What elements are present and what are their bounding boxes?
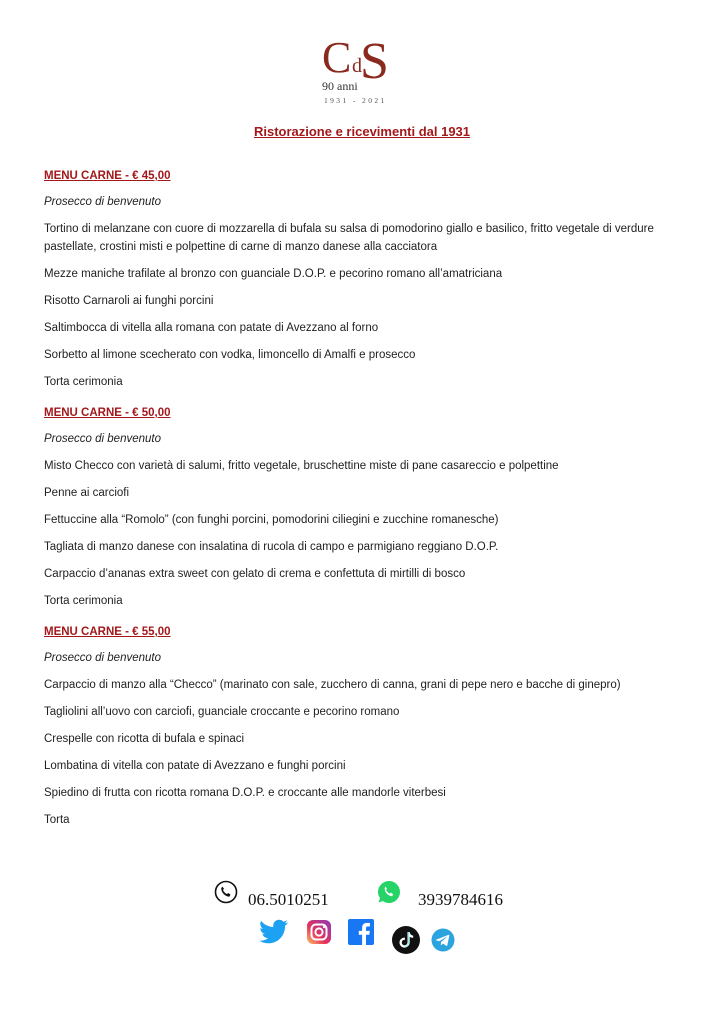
menu-item: Lombatina di vitella con patate di Avezzano e funghi porcini (44, 760, 346, 772)
logo-monogram-d: d (352, 55, 362, 77)
menu-item: Tagliolini all’uovo con carciofi, guanciale croccante e pecorino romano (44, 706, 400, 718)
menu-item: Carpaccio d’ananas extra sweet con gelato di crema e confettuta di mirtilli di bosco (44, 568, 466, 580)
menu-item: Torta (44, 814, 70, 826)
phone-icon[interactable] (214, 880, 238, 909)
tiktok-icon[interactable] (391, 925, 421, 960)
menu-item: Misto Checco con varietà di salumi, fritto vegetale, bruschettine miste di pane casareccio e polpettine (44, 460, 559, 472)
menu-title: MENU CARNE - € 45,00 (44, 170, 171, 182)
menu-item: Mezze maniche trafilate al bronzo con guanciale D.O.P. e pecorino romano all’amatriciana (44, 268, 503, 280)
menu-item: Tortino di melanzane con cuore di mozzarella di bufala su salsa di pomodorino giallo e basilico, fritto vegetale di verdure pastellate, crostini misti e polpettine di carne di manzo danese alla cacciatora (44, 223, 654, 253)
logo-monogram-s: S (360, 33, 389, 90)
menu-title: MENU CARNE - € 50,00 (44, 407, 171, 419)
menu-item: Crespelle con ricotta di bufala e spinaci (44, 733, 245, 745)
logo-anniversary: 90 anni (322, 79, 358, 93)
logo-years: 1931 - 2021 (324, 96, 387, 105)
menu-item: Risotto Carnaroli ai funghi porcini (44, 295, 214, 307)
logo (300, 32, 424, 108)
menu-item: Sorbetto al limone scecherato con vodka, limoncello di Amalfi e prosecco (44, 349, 416, 361)
social-links (0, 916, 724, 956)
instagram-icon[interactable] (305, 918, 333, 951)
tagline: Ristorazione e ricevimenti dal 1931 (253, 124, 471, 139)
menu-item: Torta cerimonia (44, 595, 123, 607)
whatsapp-number[interactable]: 3939784616 (418, 890, 503, 909)
menu-item: Spiedino di frutta con ricotta romana D.O.P. e croccante alle mandorle viterbesi (44, 787, 446, 799)
menu-list (44, 166, 684, 841)
menu-title: MENU CARNE - € 55,00 (44, 626, 171, 638)
telegram-icon[interactable] (431, 928, 455, 957)
twitter-icon[interactable] (258, 918, 290, 951)
menu-item: Fettuccine alla “Romolo” (con funghi porcini, pomodorini ciliegini e zucchine romanesche) (44, 514, 499, 526)
menu-item: Penne ai carciofi (44, 487, 130, 499)
menu-section (44, 403, 684, 610)
menu-item: Saltimbocca di vitella alla romana con patate di Avezzano al forno (44, 322, 379, 334)
phone-number[interactable]: 06.5010251 (248, 890, 329, 909)
menu-item: Torta cerimonia (44, 376, 123, 388)
contact-bar (0, 876, 724, 916)
logo-monogram-c: C (322, 33, 352, 82)
menu-section (44, 622, 684, 829)
facebook-icon[interactable] (347, 918, 375, 951)
menu-item: Prosecco di benvenuto (44, 433, 161, 445)
menu-item: Carpaccio di manzo alla “Checco” (marinato con sale, zucchero di canna, grani di pepe nero e bacche di ginepro) (44, 679, 621, 691)
menu-section (44, 166, 684, 391)
menu-item: Tagliata di manzo danese con insalatina di rucola di campo e parmigiano reggiano D.O.P. (44, 541, 499, 553)
menu-item: Prosecco di benvenuto (44, 652, 161, 664)
menu-item: Prosecco di benvenuto (44, 196, 161, 208)
whatsapp-icon[interactable] (375, 878, 403, 911)
